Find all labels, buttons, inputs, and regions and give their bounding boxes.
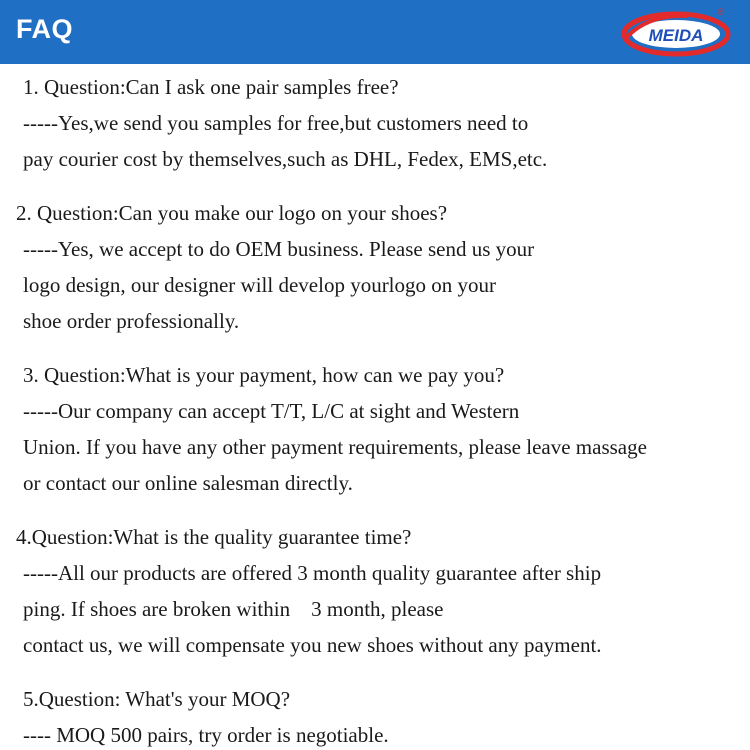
faq-question-5: 5.Question: What's your MOQ? <box>23 687 291 711</box>
faq-answer-3-line-2: Union. If you have any other payment requirements, please leave massage <box>23 435 647 459</box>
faq-answer-4-line-1: -----All our products are offered 3 month quality guarantee after ship <box>23 561 602 585</box>
faq-header <box>0 0 750 64</box>
faq-question-1: 1. Question:Can I ask one pair samples free? <box>23 75 399 99</box>
faq-question-4: 4.Question:What is the quality guarantee time? <box>16 525 412 549</box>
faq-answer-3-line-3: or contact our online salesman directly. <box>23 471 353 495</box>
logo-text: MEIDA <box>648 26 704 45</box>
faq-answer-3-line-1: -----Our company can accept T/T, L/C at sight and Western <box>23 399 520 423</box>
faq-answer-1-line-2: pay courier cost by themselves,such as DHL, Fedex, EMS,etc. <box>23 147 548 171</box>
faq-answer-4-line-2: ping. If shoes are broken within 3 month, please <box>23 597 444 621</box>
faq-answer-2-line-3: shoe order professionally. <box>23 309 240 333</box>
page-title: FAQ <box>16 14 74 44</box>
faq-answer-2-line-2: logo design, our designer will develop yourlogo on your <box>23 273 497 297</box>
faq-answer-2-line-1: -----Yes, we accept to do OEM business. Please send us your <box>23 237 535 261</box>
faq-answer-4-line-3: contact us, we will compensate you new shoes without any payment. <box>23 633 602 657</box>
faq-question-3: 3. Question:What is your payment, how can we pay you? <box>23 363 505 387</box>
registered-mark: ® <box>717 7 725 17</box>
meida-logo <box>618 4 736 60</box>
faq-answer-1-line-1: -----Yes,we send you samples for free,but customers need to <box>23 111 529 135</box>
faq-answer-5-line-1: ---- MOQ 500 pairs, try order is negotiable. <box>23 723 389 747</box>
faq-question-2: 2. Question:Can you make our logo on your shoes? <box>16 201 448 225</box>
